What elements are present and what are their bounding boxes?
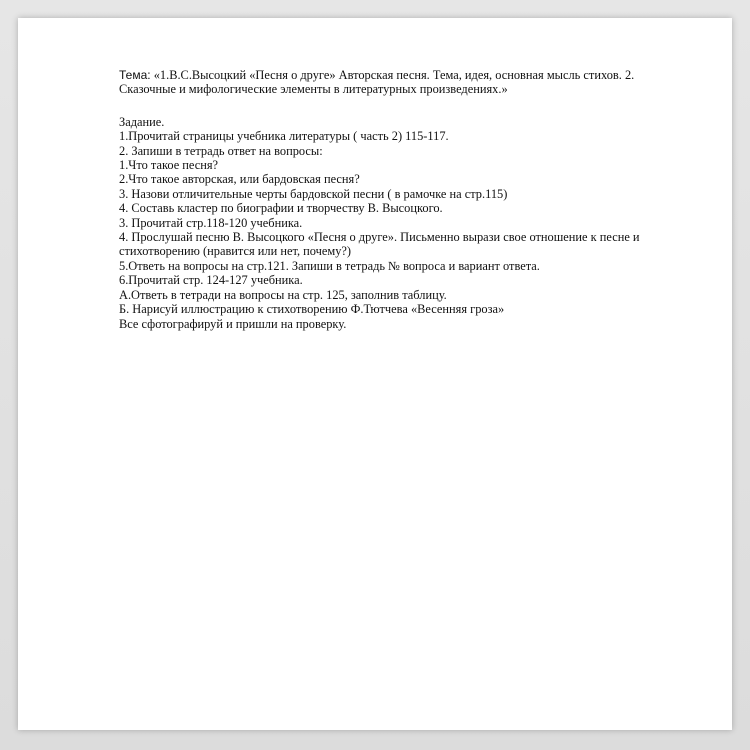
assignment-heading: Задание. bbox=[119, 114, 165, 129]
document-content bbox=[119, 68, 709, 331]
assignment-line: 3. Назови отличительные черты бардовской песни ( в рамочке на стр.115) bbox=[119, 186, 508, 201]
assignment-line: 5.Ответь на вопросы на стр.121. Запиши в тетрадь № вопроса и вариант ответа. bbox=[119, 258, 540, 273]
assignment-line: 2.Что такое авторская, или бардовская песня? bbox=[119, 172, 360, 187]
assignment-line: 1.Прочитай страницы учебника литературы ( часть 2) 115-117. bbox=[119, 129, 449, 144]
assignment-line: А.Ответь в тетради на вопросы на стр. 125, заполнив таблицу. bbox=[119, 287, 447, 302]
document-page bbox=[18, 18, 732, 730]
topic-line-2: Сказочные и мифологические элементы в литературных произведениях.» bbox=[119, 82, 508, 97]
assignment-line: Б. Нарисуй иллюстрацию к стихотворению Ф.Тютчева «Весенняя гроза» bbox=[119, 302, 505, 317]
assignment-line: 1.Что такое песня? bbox=[119, 158, 219, 173]
assignment-line: Все сфотографируй и пришли на проверку. bbox=[119, 316, 347, 331]
assignment-line: 6.Прочитай стр. 124-127 учебника. bbox=[119, 273, 303, 288]
topic-label: Тема: bbox=[119, 68, 151, 82]
assignment-line: 4. Составь кластер по биографии и творчеству В. Высоцкого. bbox=[119, 201, 443, 216]
assignment-line: 2. Запиши в тетрадь ответ на вопросы: bbox=[119, 143, 323, 158]
assignment-line: 3. Прочитай стр.118-120 учебника. bbox=[119, 215, 303, 230]
assignment-line: 4. Прослушай песню В. Высоцкого «Песня о друге». Письменно вырази свое отношение к песне и bbox=[119, 230, 640, 245]
paragraph-spacer bbox=[119, 97, 709, 115]
assignment-line: стихотворению (нравится или нет, почему?) bbox=[119, 244, 352, 259]
topic-text-1: «1.В.С.Высоцкий «Песня о друге» Авторская песня. Тема, идея, основная мысль стихов. 2. bbox=[153, 68, 635, 82]
topic-line-1 bbox=[119, 68, 709, 82]
